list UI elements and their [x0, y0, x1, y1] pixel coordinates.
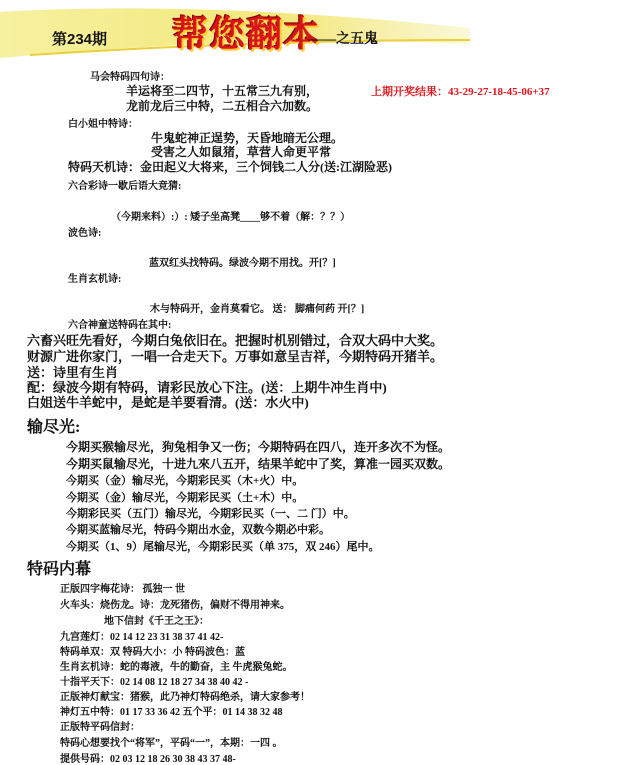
body-line: 配：绿波今期有特码，请彩民放心下注。(送：上期牛冲生肖中): [27, 380, 387, 395]
lose-line: 今期彩民买（五门）输尽光，今期彩民买（一、二 门）中。: [66, 508, 355, 520]
body-line: 六畜兴旺先看好，今期白兔依旧在。把握时机别错过，合双大码中大奖。: [27, 333, 444, 348]
label-child-poem: 六合神童送特码在其中:: [68, 320, 172, 331]
brand-subtitle: ——之五鬼: [308, 32, 378, 47]
poem-line: 受害之人如鼠猪，草营人命更平常: [151, 145, 332, 159]
color-poem-line: 蓝双红头找特码。绿波今期不用找。开[？]: [149, 258, 336, 269]
info-line: 九宫莲灯：02 14 12 23 31 38 37 41 42-: [60, 632, 224, 643]
info-line: 特码单双：双 特码大小：小 特码波色：蓝: [60, 647, 245, 658]
info-line: 特码心想要找个“将军”，平码“一”，本期：一四 。: [60, 738, 283, 749]
info-line: 十指平天下：02 14 08 12 18 27 34 38 40 42 -: [60, 677, 249, 688]
lose-line: 今期买蓝输尽光，特码今期出水金，双数今期必中彩。: [66, 524, 330, 536]
label-color-poem: 波色诗:: [68, 228, 102, 239]
info-line: 地下信封《千王之王》：: [104, 616, 209, 627]
info-line: 神灯五中特：01 17 33 36 42 五个平：01 14 38 32 48: [60, 707, 283, 718]
body-line: 白姐送牛羊蛇中，是蛇是羊要看清。(送：水火中): [27, 395, 309, 410]
poem-line: 牛鬼蛇神正逞势，天昏地暗无公理。: [151, 131, 344, 145]
label-horse-club-poem: 马会特码四句诗：: [90, 72, 170, 83]
poem-line: 羊运将至二四节，十五常三九有别，: [126, 84, 319, 98]
body-line: 送：诗里有生肖: [27, 365, 119, 380]
tianji-poem: 特码天机诗：金田起义大将来，三个饲钱二人分(送:江湖险恶): [68, 160, 392, 174]
lose-line: 今期买鼠输尽光，十进九來八五开，结果羊蛇中了奖，算准一园买双数。: [66, 457, 451, 471]
label-zodiac-poem: 生肖玄机诗:: [68, 274, 122, 285]
info-line: 生肖玄机诗：蛇的毒液，牛的勤奋，主 牛虎猴兔蛇。: [60, 662, 293, 673]
label-miss-white-poem: 白小姐中特诗：: [68, 119, 138, 130]
info-line: 正版四字梅花诗： 孤独一 世: [60, 584, 185, 595]
zodiac-poem-line: 木与特码开，金肖莫看它。 送： 脚痛何药 开[？]: [150, 304, 365, 315]
lose-line: 今期买（金）输尽光，今期彩民买（土+木）中。: [66, 492, 304, 504]
last-result: 上期开奖结果：43-29-27-18-45-06+37: [371, 86, 550, 98]
lose-line: 今期买（1、9）尾输尽光，今期彩民买（单 375，双 246）尾中。: [66, 541, 380, 553]
brand-title: 帮您翻本: [172, 13, 321, 55]
lose-line: 今期买（金）输尽光，今期彩民买（木+火）中。: [66, 475, 304, 487]
section-heading-inside: 特码内幕: [27, 561, 92, 578]
poem-line: 龙前龙后三中特，二五相合六加数。: [126, 99, 319, 113]
label-riddle: 六合彩诗一歇后语大竞猜:: [68, 181, 182, 192]
issue-number: 第234期: [52, 31, 108, 48]
body-line: 财源广进你家门，一唱一合走天下。万事如意呈吉祥，今期特码开猪羊。: [27, 349, 444, 364]
info-line: 正版神灯献宝：猪猴，此乃神灯特码绝杀，请大家参考！: [60, 692, 310, 703]
lose-line: 今期买猴输尽光，狗兔相争又一伤；今期特码在四八，连开多次不为怪。: [66, 440, 451, 454]
riddle-line: （今期来料）:）: 矮子坐高凳____够不着（解：？？）: [111, 212, 351, 223]
section-heading-lose-all: 输尽光:: [27, 419, 81, 436]
info-line: 正版特平码信封：: [60, 722, 140, 733]
info-line: 火车头：烧伤龙。诗：龙死猪伤，偏财不得用神来。: [60, 600, 290, 611]
info-line: 提供号码：02 03 12 18 26 30 38 43 37 48-: [60, 754, 236, 765]
